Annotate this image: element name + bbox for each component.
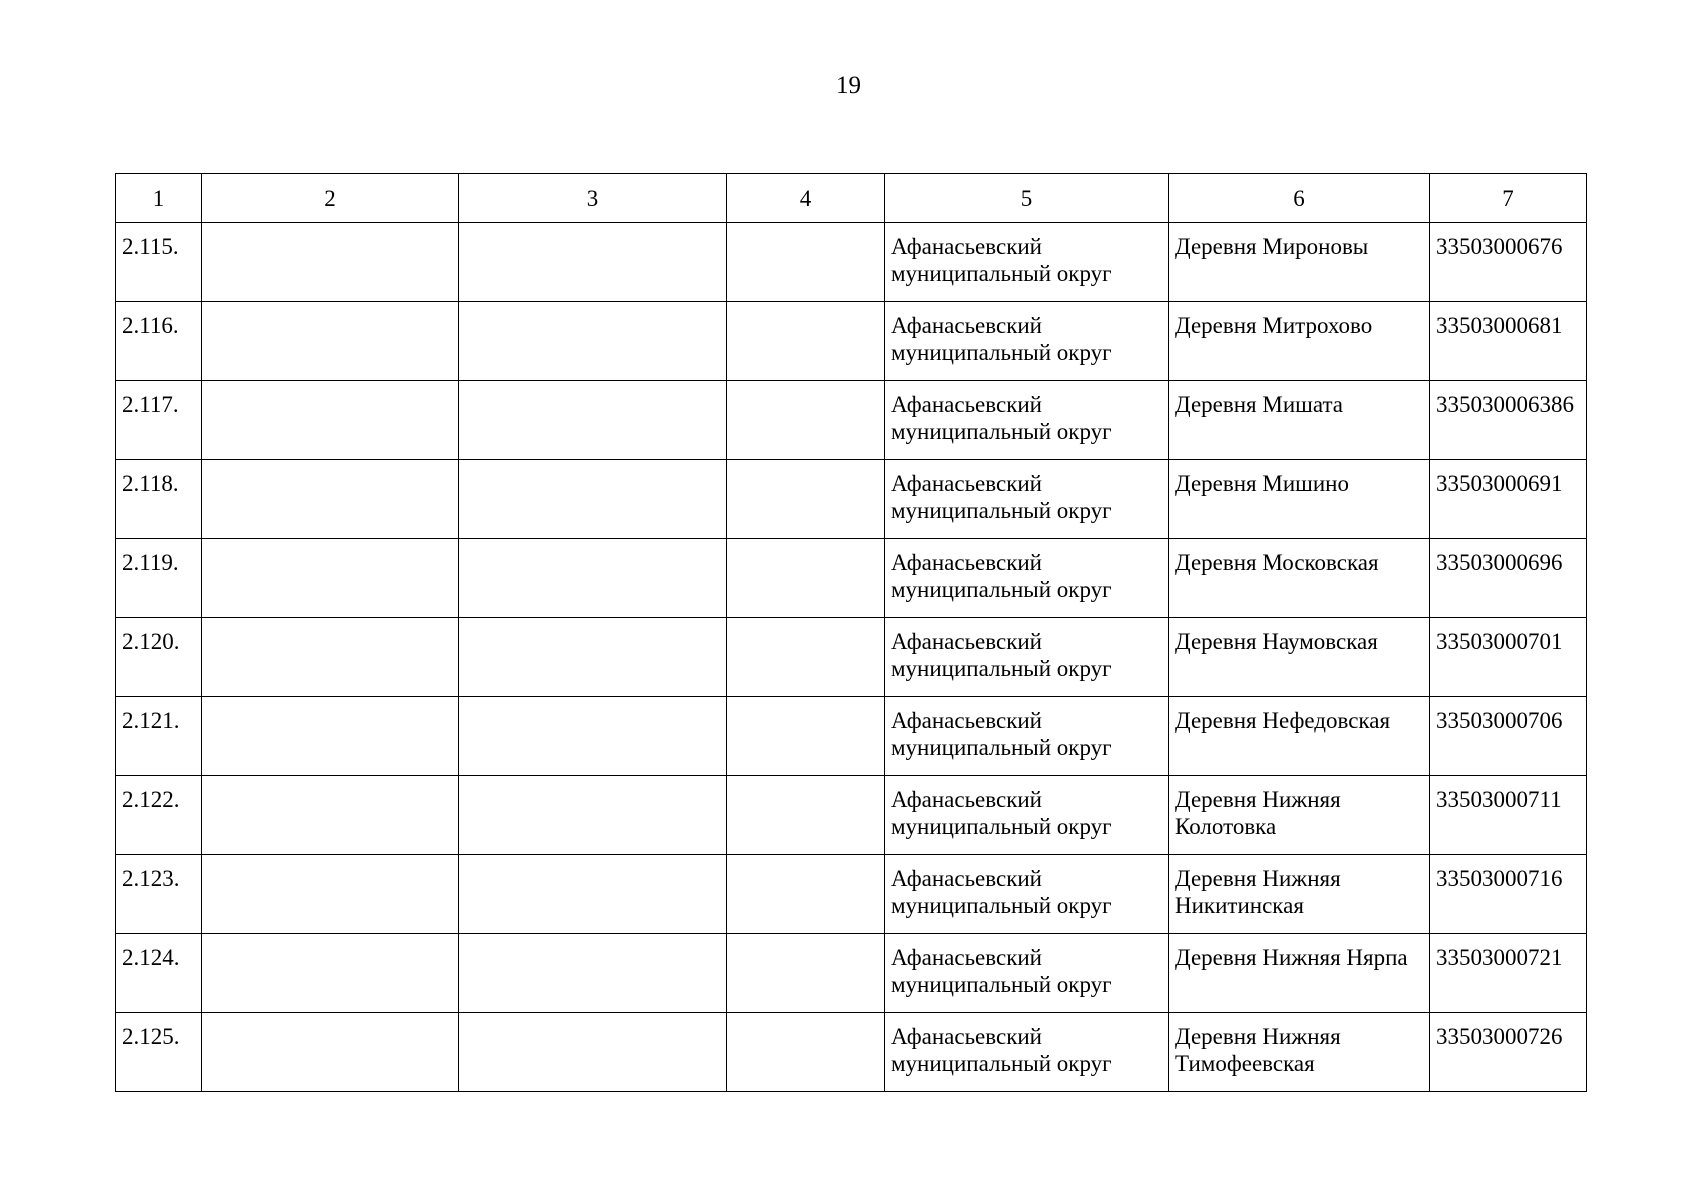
settlement-name-cell: Деревня Наумовская: [1169, 618, 1430, 697]
col-3-cell: [459, 855, 727, 934]
row-number: 2.118.: [116, 460, 202, 539]
row-number: 2.125.: [116, 1013, 202, 1092]
column-number-row: [116, 174, 1587, 223]
col-4-cell: [727, 697, 885, 776]
table-row: [116, 302, 1587, 381]
row-number: 2.122.: [116, 776, 202, 855]
settlement-register-table: [115, 173, 1587, 1092]
column-header-4: 4: [727, 174, 885, 223]
municipality-cell: Афанасьевский муниципальный округ: [885, 1013, 1169, 1092]
col-4-cell: [727, 381, 885, 460]
municipality-cell: Афанасьевский муниципальный округ: [885, 855, 1169, 934]
settlement-name-cell: Деревня Мишино: [1169, 460, 1430, 539]
row-number: 2.117.: [116, 381, 202, 460]
row-number: 2.115.: [116, 223, 202, 302]
col-4-cell: [727, 302, 885, 381]
table-row: [116, 855, 1587, 934]
col-3-cell: [459, 539, 727, 618]
row-number: 2.120.: [116, 618, 202, 697]
oktmo-code-cell: 33503000726: [1430, 1013, 1587, 1092]
col-2-cell: [202, 618, 459, 697]
col-4-cell: [727, 776, 885, 855]
settlement-name-cell: Деревня Нижняя Тимофеевская: [1169, 1013, 1430, 1092]
table-row: [116, 539, 1587, 618]
row-number: 2.119.: [116, 539, 202, 618]
settlement-name-cell: Деревня Нижняя Колотовка: [1169, 776, 1430, 855]
column-header-7: 7: [1430, 174, 1587, 223]
oktmo-code-cell: 33503000681: [1430, 302, 1587, 381]
column-header-2: 2: [202, 174, 459, 223]
col-3-cell: [459, 776, 727, 855]
col-4-cell: [727, 539, 885, 618]
oktmo-code-cell: 33503000676: [1430, 223, 1587, 302]
col-2-cell: [202, 223, 459, 302]
municipality-cell: Афанасьевский муниципальный округ: [885, 618, 1169, 697]
oktmo-code-cell: 33503000716: [1430, 855, 1587, 934]
row-number: 2.116.: [116, 302, 202, 381]
col-3-cell: [459, 1013, 727, 1092]
municipality-cell: Афанасьевский муниципальный округ: [885, 381, 1169, 460]
col-3-cell: [459, 934, 727, 1013]
col-2-cell: [202, 460, 459, 539]
oktmo-code-cell: 33503000696: [1430, 539, 1587, 618]
col-4-cell: [727, 934, 885, 1013]
settlement-name-cell: Деревня Мироновы: [1169, 223, 1430, 302]
col-2-cell: [202, 855, 459, 934]
table-row: [116, 1013, 1587, 1092]
settlement-name-cell: Деревня Нефедовская: [1169, 697, 1430, 776]
page-number: 19: [836, 72, 861, 99]
col-2-cell: [202, 934, 459, 1013]
oktmo-code-cell: 33503000701: [1430, 618, 1587, 697]
table-row: [116, 460, 1587, 539]
col-3-cell: [459, 302, 727, 381]
row-number: 2.124.: [116, 934, 202, 1013]
col-3-cell: [459, 618, 727, 697]
col-2-cell: [202, 1013, 459, 1092]
col-4-cell: [727, 1013, 885, 1092]
settlement-name-cell: Деревня Мишата: [1169, 381, 1430, 460]
col-2-cell: [202, 381, 459, 460]
col-3-cell: [459, 460, 727, 539]
col-4-cell: [727, 855, 885, 934]
table-row: [116, 697, 1587, 776]
oktmo-code-cell: 33503000721: [1430, 934, 1587, 1013]
table-row: [116, 776, 1587, 855]
table-row: [116, 381, 1587, 460]
oktmo-code-cell: 33503000711: [1430, 776, 1587, 855]
oktmo-code-cell: 33503000691: [1430, 460, 1587, 539]
col-4-cell: [727, 223, 885, 302]
municipality-cell: Афанасьевский муниципальный округ: [885, 223, 1169, 302]
row-number: 2.123.: [116, 855, 202, 934]
col-3-cell: [459, 697, 727, 776]
col-4-cell: [727, 618, 885, 697]
col-3-cell: [459, 381, 727, 460]
col-2-cell: [202, 776, 459, 855]
municipality-cell: Афанасьевский муниципальный округ: [885, 539, 1169, 618]
column-header-5: 5: [885, 174, 1169, 223]
column-header-1: 1: [116, 174, 202, 223]
column-header-6: 6: [1169, 174, 1430, 223]
municipality-cell: Афанасьевский муниципальный округ: [885, 697, 1169, 776]
settlement-name-cell: Деревня Нижняя Нярпа: [1169, 934, 1430, 1013]
settlement-name-cell: Деревня Митрохово: [1169, 302, 1430, 381]
municipality-cell: Афанасьевский муниципальный округ: [885, 460, 1169, 539]
col-4-cell: [727, 460, 885, 539]
settlement-name-cell: Деревня Нижняя Никитинская: [1169, 855, 1430, 934]
settlement-name-cell: Деревня Московская: [1169, 539, 1430, 618]
row-number: 2.121.: [116, 697, 202, 776]
municipality-cell: Афанасьевский муниципальный округ: [885, 302, 1169, 381]
column-header-3: 3: [459, 174, 727, 223]
municipality-cell: Афанасьевский муниципальный округ: [885, 934, 1169, 1013]
col-2-cell: [202, 302, 459, 381]
table-row: [116, 934, 1587, 1013]
col-2-cell: [202, 539, 459, 618]
col-2-cell: [202, 697, 459, 776]
table-row: [116, 223, 1587, 302]
col-3-cell: [459, 223, 727, 302]
oktmo-code-cell: 335030006386: [1430, 381, 1587, 460]
municipality-cell: Афанасьевский муниципальный округ: [885, 776, 1169, 855]
oktmo-code-cell: 33503000706: [1430, 697, 1587, 776]
table-row: [116, 618, 1587, 697]
